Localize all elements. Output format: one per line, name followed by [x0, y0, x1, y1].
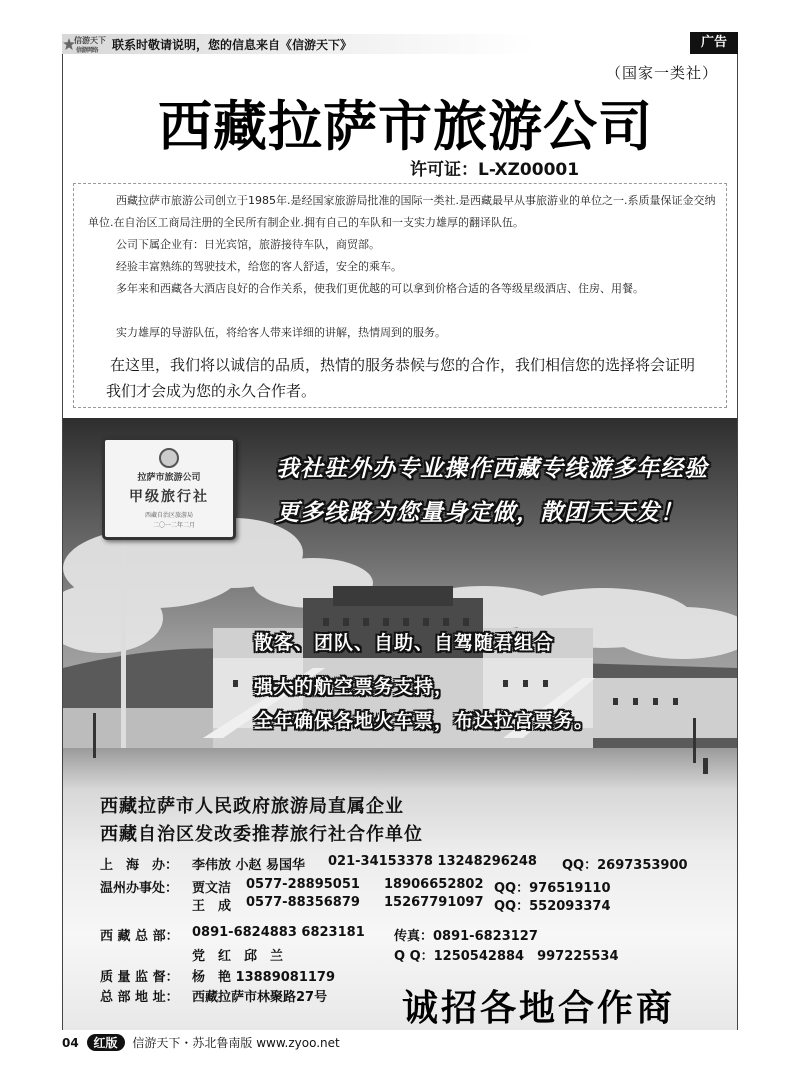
- affiliation: 西藏拉萨市人民政府旅游局直属企业: [100, 796, 404, 817]
- hq-party: 党 红 邱 兰: [192, 949, 284, 964]
- shanghai-names: 李伟放 小赵 易国华: [192, 858, 306, 873]
- wenzhou-qq-1: QQ：976519110: [494, 881, 611, 896]
- wenzhou-label: 温州办事处：: [100, 881, 179, 896]
- service-line: 散客、团队、自助、自驾随君组合: [254, 632, 555, 654]
- address-value: 西藏拉萨市林聚路27号: [192, 990, 328, 1005]
- intro-paragraph: 经验丰富熟练的驾驶技术，给您的客人舒适，安全的乘车。: [116, 260, 402, 273]
- hq-fax: 传真：0891-6823127: [394, 929, 538, 944]
- intro-closing: 在这里，我们将以诚信的品质，热情的服务恭候与您的合作，我们相信您的选择将会证明我们才会成为您的永久合作者。: [106, 356, 696, 400]
- service-line: 全年确保各地火车票，布达拉宫票务。: [254, 710, 595, 732]
- intro-paragraph: 公司下属企业有：日光宾馆，旅游接待车队，商贸部。: [116, 238, 380, 251]
- slogan: 更多线路为您量身定做，散团天天发！: [276, 500, 684, 526]
- logo: [62, 34, 106, 54]
- plaza: [63, 748, 737, 790]
- wenzhou-tel-1: 0577-28895051: [246, 877, 360, 892]
- quality-label: 质 量 监 督：: [100, 970, 179, 985]
- address-label: 总 部 地 址：: [100, 990, 179, 1005]
- wenzhou-name-1: 贾文洁: [192, 881, 232, 896]
- recruit-heading: 诚招各地合作商: [402, 987, 676, 1029]
- footer-text: 信游天下・苏北鲁南版 www.zyoo.net: [132, 1036, 340, 1050]
- page-number: 04: [62, 1036, 79, 1050]
- slogan: 我社驻外办专业操作西藏专线游多年经验: [276, 456, 708, 482]
- hq-label: 西 藏 总 部：: [100, 929, 179, 944]
- plaque-grade: 甲级旅行社: [129, 489, 209, 505]
- plaque-company: 拉萨市旅游公司: [137, 473, 201, 483]
- page-footer: [62, 1034, 340, 1051]
- wenzhou-mobile-2: 15267791097: [384, 895, 484, 910]
- intro-paragraph: 多年来和西藏各大酒店良好的合作关系，使我们更优越的可以拿到价格合适的各等级星级酒店、住房、用餐。: [116, 282, 644, 295]
- company-name: 西藏拉萨市旅游公司: [158, 94, 653, 158]
- shanghai-qq: QQ：2697353900: [562, 858, 688, 873]
- company-category: （国家一类社）: [606, 64, 719, 82]
- wenzhou-qq-2: QQ：552093374: [494, 899, 611, 914]
- plaque-date: 二〇一二年二月: [153, 522, 196, 529]
- logo-mark: 信游天下: [74, 36, 106, 45]
- intro-paragraph: 西藏拉萨市旅游公司创立于1985年.是经国家旅游局批准的国际一类社.是西藏最早从事旅游业的单位之一.系质量保证金交纳单位.在自治区工商局注册的全民所有制企业.拥有自己的车队和一支实力雄厚的翻译队伍。: [88, 194, 716, 229]
- intro-box: [73, 183, 727, 408]
- ad-tag: 广告: [690, 32, 738, 54]
- shanghai-phones: 021-34153378 13248296248: [328, 854, 537, 869]
- wenzhou-mobile-1: 18906652802: [384, 877, 484, 892]
- license-number: 许可证：L-XZ00001: [410, 160, 580, 180]
- lamp-post: [693, 718, 696, 763]
- emblem-icon: [159, 448, 179, 468]
- lamp-post: [93, 713, 96, 758]
- shanghai-label: 上 海 办：: [100, 858, 179, 873]
- intro-paragraph: 实力雄厚的导游队伍，将给客人带来详细的讲解，热情周到的服务。: [116, 326, 446, 339]
- logo-subtitle: 信游网络: [76, 47, 99, 54]
- wenzhou-name-2: 王 成: [192, 899, 232, 914]
- logo-star-icon: [63, 38, 75, 50]
- wenzhou-tel-2: 0577-88356879: [246, 895, 360, 910]
- hq-phones: 0891-6824883 6823181: [192, 925, 365, 940]
- plaque-issuer: 西藏自治区旅游局: [145, 512, 194, 519]
- service-line: 强大的航空票务支持，: [254, 676, 455, 698]
- hq-qq: Q Q：1250542884 997225534: [394, 949, 619, 964]
- pedestrian: [703, 758, 708, 774]
- agency-plaque: [102, 437, 236, 540]
- edition-badge: 红版: [87, 1034, 125, 1051]
- affiliation: 西藏自治区发改委推荐旅行社合作单位: [100, 824, 423, 845]
- quality-value: 杨 艳 13889081179: [192, 970, 336, 985]
- flagpole: [121, 518, 126, 768]
- header-note: 联系时敬请说明，您的信息来自《信游天下》: [112, 38, 353, 52]
